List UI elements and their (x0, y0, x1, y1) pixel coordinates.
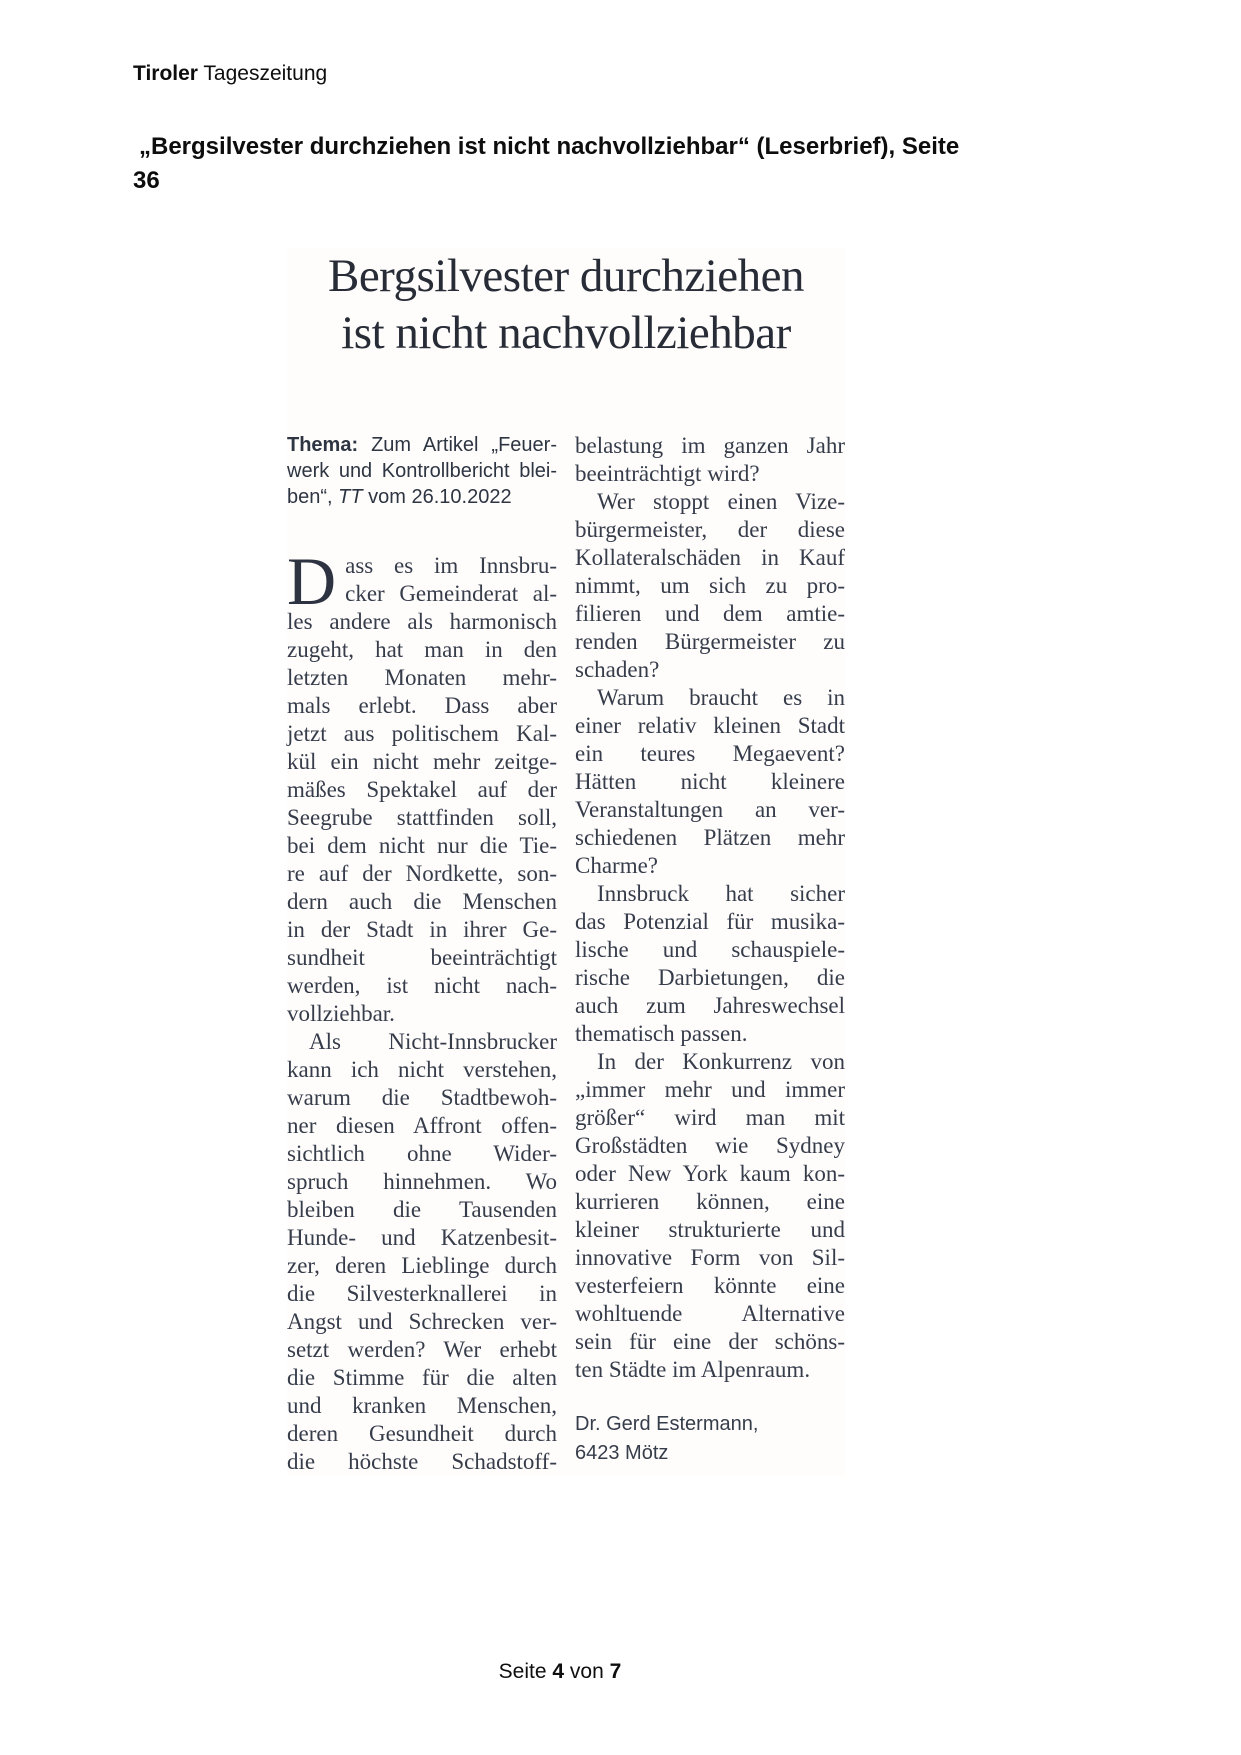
text-line: größer“ wird man mit (575, 1105, 845, 1130)
text-line: zugeht, hat man in den (287, 637, 557, 662)
text-line: thematisch passen. (575, 1021, 748, 1046)
body-text-left (287, 543, 557, 1476)
text-line: mals erlebt. Dass aber (287, 693, 557, 718)
text-line: bei dem nicht nur die Tie- (287, 833, 557, 858)
text-line: kül ein nicht mehr zeitge- (287, 749, 557, 774)
text-line: Angst und Schrecken ver- (287, 1309, 557, 1334)
brand-regular: Tageszeitung (197, 62, 328, 85)
letter-signature (575, 1410, 845, 1468)
text-line: die Silvesterknallerei in (287, 1281, 557, 1306)
text-line: lische und schauspiele- (575, 937, 845, 962)
text-line: bleiben die Tausenden (287, 1197, 557, 1222)
footer-label-of: von (569, 1660, 604, 1683)
text-line: Charme? (575, 853, 659, 878)
drop-cap: D (287, 543, 337, 619)
headline-line-2: ist nicht nachvollziehbar (341, 307, 791, 359)
thema-line-1 (287, 432, 557, 458)
text-line: warum die Stadtbewoh- (287, 1085, 557, 1110)
body-paragraph (575, 880, 845, 1048)
text-line: innovative Form von Sil- (575, 1245, 845, 1270)
text-line: und kranken Menschen, (287, 1393, 557, 1418)
text-line: die Stimme für die alten (287, 1365, 557, 1390)
text-line: sichtlich ohne Wider- (287, 1141, 557, 1166)
body-paragraph (575, 684, 845, 880)
text-line: Als Nicht-Innsbrucker (309, 1029, 557, 1054)
thema-line-3 (287, 484, 557, 510)
text-line: die höchste Schadstoff- (287, 1449, 557, 1474)
text-line: kurrieren können, eine (575, 1189, 845, 1214)
body-text-right (575, 432, 845, 1384)
document-title (133, 130, 1123, 198)
footer-label-page: Seite (498, 1660, 547, 1683)
text-line: Warum braucht es in (597, 685, 845, 710)
text-line: deren Gesundheit durch (287, 1421, 557, 1446)
text-line: spruch hinnehmen. Wo (287, 1169, 557, 1194)
thema-text: ben“, (287, 486, 339, 508)
document-title-line-2: 36 (133, 167, 160, 194)
text-line: zer, deren Lieblinge durch (287, 1253, 557, 1278)
text-line: rische Darbietungen, die (575, 965, 845, 990)
text-line: sundheit beeinträchtigt (287, 945, 557, 970)
text-line: renden Bürgermeister zu (575, 629, 845, 654)
body-paragraph (287, 1028, 557, 1476)
text-line: les andere als harmonisch (287, 609, 557, 634)
thema-line-2: werk und Kontrollbericht blei- (287, 460, 557, 482)
page-footer (0, 1660, 1120, 1684)
text-line: auch zum Jahreswechsel (575, 993, 845, 1018)
text-line: cker Gemeinderat al- (345, 581, 557, 606)
text-line: Veranstaltungen an ver- (575, 797, 845, 822)
text-line: schaden? (575, 657, 660, 682)
text-line: Wer stoppt einen Vize- (597, 489, 845, 514)
body-paragraph (575, 1048, 845, 1384)
article-columns (287, 432, 845, 1476)
newspaper-clipping (287, 248, 845, 1476)
text-line: „immer mehr und immer (575, 1077, 845, 1102)
newspaper-brand (133, 62, 327, 86)
article-column-left (287, 432, 557, 1476)
text-line: einer relativ kleinen Stadt (575, 713, 845, 738)
text-line: bürgermeister, der diese (575, 517, 845, 542)
text-line: ten Städte im Alpenraum. (575, 1357, 811, 1382)
thema-label: Thema: (287, 434, 359, 456)
text-line: beeinträchtigt wird? (575, 461, 760, 486)
text-line: nimmt, um sich zu pro- (575, 573, 845, 598)
text-line: letzten Monaten mehr- (287, 665, 557, 690)
article-headline (287, 248, 845, 362)
body-paragraph (287, 543, 557, 1028)
text-line: Hunde- und Katzenbesit- (287, 1225, 557, 1250)
text-line: sein für eine der schöns- (575, 1329, 845, 1354)
body-paragraph (575, 488, 845, 684)
text-line: setzt werden? Wer erhebt (287, 1337, 557, 1362)
text-line: Großstädten wie Sydney (575, 1133, 845, 1158)
thema-block (287, 432, 557, 510)
thema-text: Zum Artikel „Feuer- (358, 434, 557, 456)
text-line: vollziehbar. (287, 1001, 395, 1026)
text-line: ass es im Innsbru- (345, 553, 557, 578)
text-line: jetzt aus politischem Kal- (287, 721, 557, 746)
text-line: ner diesen Affront offen- (287, 1113, 557, 1138)
text-line: mäßes Spektakel auf der (287, 777, 557, 802)
body-paragraph (575, 432, 845, 488)
signature-city: 6423 Mötz (575, 1442, 669, 1464)
text-line: werden, ist nicht nach- (287, 973, 557, 998)
text-line: schiedenen Plätzen mehr (575, 825, 845, 850)
text-line: Innsbruck hat sicher (597, 881, 845, 906)
text-line: das Potenzial für musika- (575, 909, 845, 934)
text-line: kann ich nicht verstehen, (287, 1057, 557, 1082)
text-line: in der Stadt in ihrer Ge- (287, 917, 557, 942)
text-line: belastung im ganzen Jahr (575, 433, 845, 458)
text-line: wohltuende Alternative (575, 1301, 845, 1326)
text-line: kleiner strukturierte und (575, 1217, 845, 1242)
footer-page-number: 4 (552, 1660, 565, 1683)
text-line: re auf der Nordkette, son- (287, 861, 557, 886)
text-line: In der Konkurrenz von (597, 1049, 845, 1074)
text-line: vesterfeiern könnte eine (575, 1273, 845, 1298)
text-line: Hätten nicht kleinere (575, 769, 845, 794)
text-line: filieren und dem amtie- (575, 601, 845, 626)
signature-name: Dr. Gerd Estermann, (575, 1413, 759, 1435)
text-line: Seegrube stattfinden soll, (287, 805, 557, 830)
thema-text: vom 26.10.2022 (362, 486, 512, 508)
text-line: oder New York kaum kon- (575, 1161, 845, 1186)
article-column-right (575, 432, 845, 1476)
document-title-line-1: „Bergsilvester durchziehen ist nicht nachvollziehbar“ (Leserbrief), Seite (139, 133, 960, 160)
text-line: dern auch die Menschen (287, 889, 557, 914)
headline-line-1: Bergsilvester durchziehen (327, 250, 805, 302)
brand-bold: Tiroler (133, 62, 198, 85)
text-line: Kollateralschäden in Kauf (575, 545, 845, 570)
footer-total-pages: 7 (609, 1660, 622, 1683)
thema-source-italic: TT (338, 486, 363, 508)
text-line: ein teures Megaevent? (575, 741, 845, 766)
